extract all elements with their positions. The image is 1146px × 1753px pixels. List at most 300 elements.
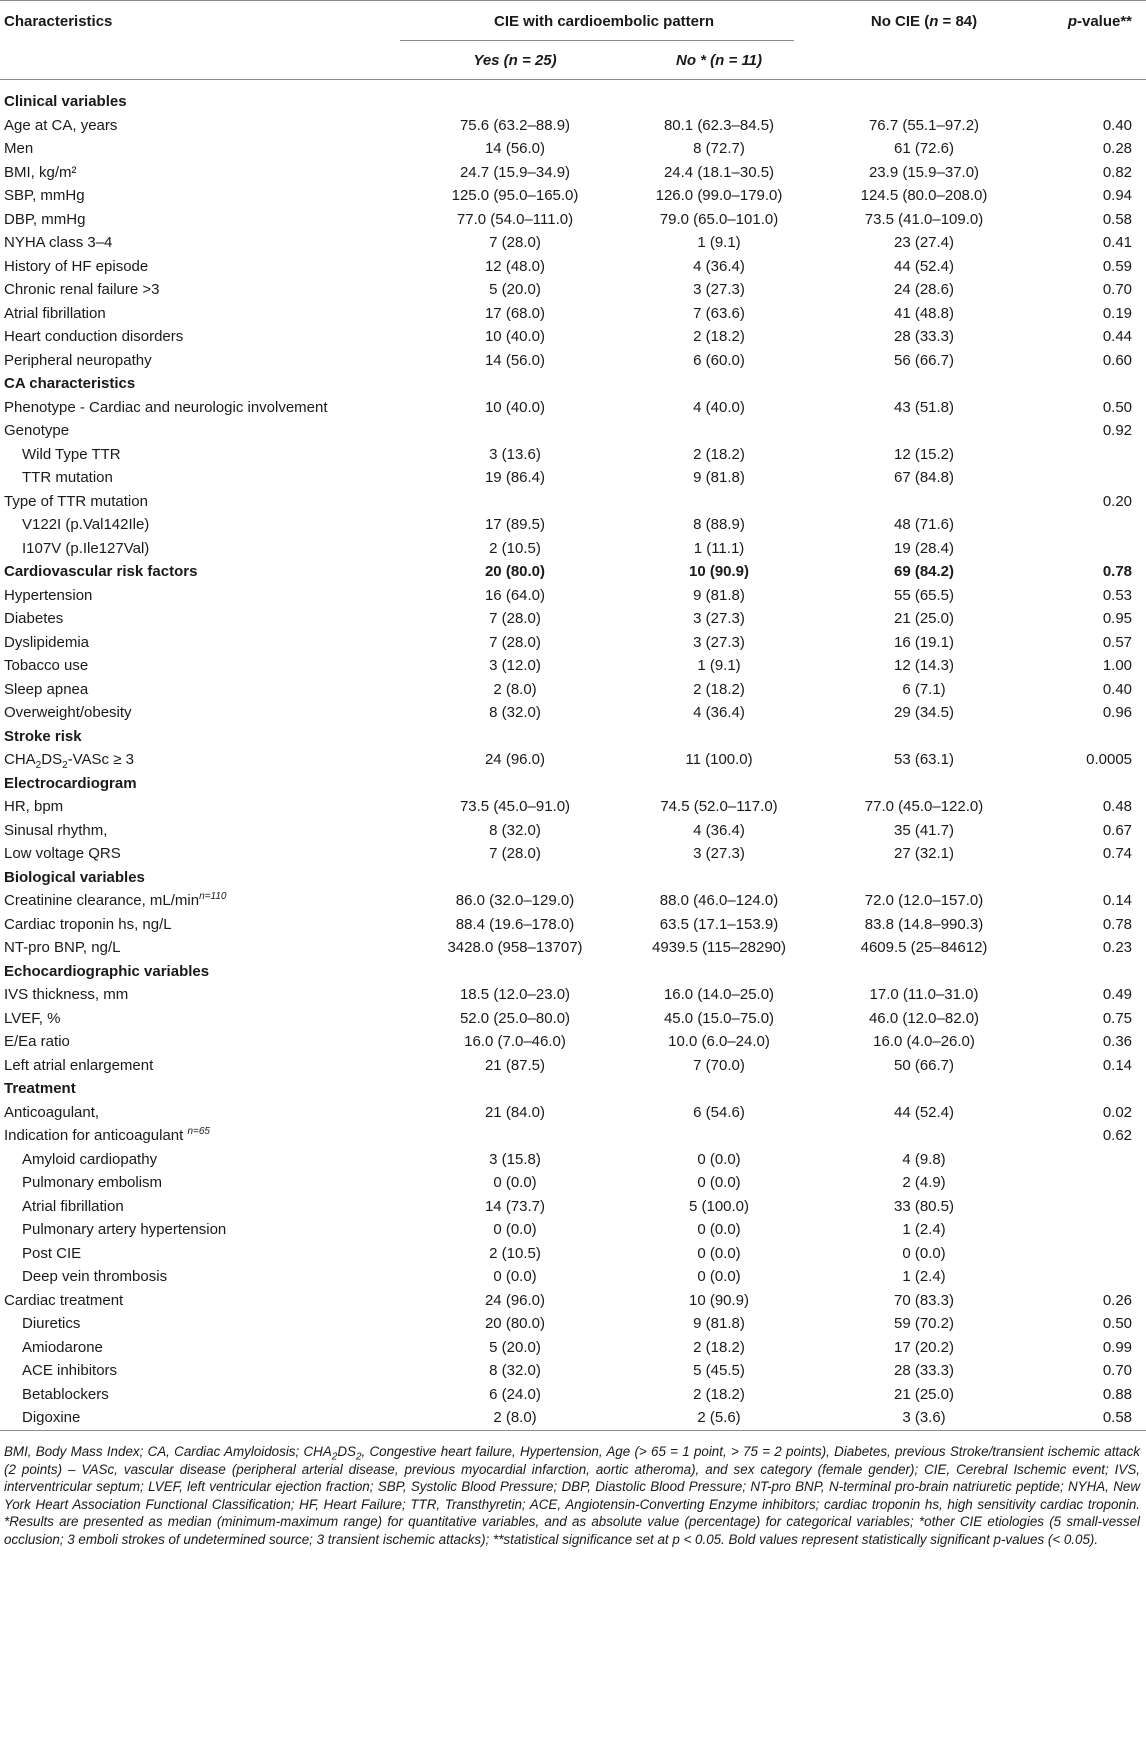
yes-value: 86.0 (32.0–129.0) [455,892,575,910]
label-text: Cardiovascular risk factors [4,563,198,581]
label-text: LVEF, % [4,1009,61,1027]
p-value: 0.74 [1102,845,1133,863]
p-value: 0.50 [1102,1315,1133,1333]
table-row [0,1007,1146,1031]
no-cie-value: 24 (28.6) [893,281,955,299]
table-row [0,1336,1146,1360]
section-label [0,960,400,984]
table-row [0,466,1146,490]
col-header-cie-group: CIE with cardioembolic pattern [400,1,808,42]
label-text: NYHA class 3–4 [4,234,113,252]
yes-tail: = 25) [517,51,557,69]
header-row-1 [0,1,1146,42]
label-text: NT-pro BNP, ng/L [4,939,121,957]
yes-value: 73.5 (45.0–91.0) [459,798,571,816]
p-value: 0.58 [1040,1406,1146,1430]
no-tail: = 11) [724,51,763,69]
no-cie-value [808,725,1040,749]
no-cie-value: 3 (3.6) [808,1406,1040,1430]
no-cie-value: 124.5 (80.0–208.0) [860,187,988,205]
row-label [0,795,400,819]
label-text: Genotype [4,422,70,440]
no-value: 1 (9.1) [697,234,741,252]
no-cie-value: 41 (48.8) [893,304,955,322]
p-value: 0.70 [1102,1362,1133,1380]
yes-value: 3 (12.0) [489,657,541,675]
no-cie-value: 50 (66.7) [893,1056,955,1074]
row-label [0,137,400,161]
no-cie-value: 77.0 (45.0–122.0) [864,798,984,816]
section-label [0,90,400,114]
yes-value: 7 (28.0) [489,234,541,252]
yes-value: 21 (87.5) [484,1056,546,1074]
yes-n: n [508,51,518,69]
section-label [0,725,400,749]
label-text: Tobacco use [4,657,89,675]
p-value [1040,513,1146,537]
yes-value [400,960,630,984]
no-value: 3 (27.3) [693,610,745,628]
no-cie-value: 19 (28.4) [893,539,955,557]
yes-value: 6 (24.0) [489,1385,541,1403]
no-cie-value [808,1124,1040,1148]
table-body [0,80,1146,1431]
no-value: 5 (45.5) [693,1362,745,1380]
no-value: 80.1 (62.3–84.5) [663,116,775,134]
yes-value: 77.0 (54.0–111.0) [456,210,574,228]
p-value: 0.75 [1102,1009,1133,1027]
no-value: 4 (36.4) [693,704,745,722]
yes-value [400,1124,630,1148]
table-row [0,748,1146,772]
row-label [0,1242,400,1266]
table-row [0,231,1146,255]
pvalue-tail: -value** [1076,12,1133,30]
no-cie-value: 53 (63.1) [893,751,955,769]
p-value [1040,466,1146,490]
label-text: Anticoagulant, [4,1103,100,1121]
yes-value: 7 (28.0) [489,633,541,651]
row-label [0,748,400,772]
row-label [0,325,400,349]
table-row [0,983,1146,1007]
label-text: Biological variables [4,868,145,886]
no-value: 7 (70.0) [693,1056,745,1074]
section-row [0,960,1146,984]
no-value: 4 (40.0) [693,398,745,416]
p-value: 0.41 [1102,234,1133,252]
p-value: 0.50 [1102,398,1133,416]
table-row [0,208,1146,232]
no-value: 24.4 (18.1–30.5) [663,163,775,181]
no-cie-value: 56 (66.7) [893,351,955,369]
table-row [0,889,1146,913]
label-superscript: n=110 [199,891,227,903]
p-value: 0.26 [1102,1291,1133,1309]
no-value: 10.0 (6.0–24.0) [668,1033,770,1051]
no-cie-value: 27 (32.1) [893,845,955,863]
yes-value: 5 (20.0) [489,281,541,299]
row-label [0,913,400,937]
table-row [0,1195,1146,1219]
no-value: 4939.5 (115–28290) [652,939,787,957]
yes-value: 24 (96.0) [484,1291,546,1309]
no-cie-label: No CIE ( [870,12,930,30]
p-value [1040,1265,1146,1289]
row-label [0,349,400,373]
no-cie-value: 48 (71.6) [893,516,955,534]
label-text: Wild Type TTR [22,445,121,463]
label-text: Atrial fibrillation [4,304,106,322]
row-label [0,443,400,467]
no-value: 9 (81.8) [693,1315,745,1333]
table-row [0,396,1146,420]
yes-label: Yes ( [473,51,509,69]
label-text: Pulmonary artery hypertension [22,1221,227,1239]
p-value [1040,443,1146,467]
p-value: 0.92 [1102,422,1133,440]
yes-value: 14 (56.0) [484,351,546,369]
p-value: 0.28 [1102,140,1133,158]
yes-value: 3428.0 (958–13707) [447,939,583,957]
section-label [0,866,400,890]
no-value: 10 (90.9) [688,1291,750,1309]
row-label [0,1218,400,1242]
p-value: 0.49 [1102,986,1133,1004]
row-label [0,889,400,913]
label-text: Overweight/obesity [4,704,132,722]
no-value [630,960,808,984]
yes-value: 10 (40.0) [484,328,546,346]
no-cie-value: 46.0 (12.0–82.0) [868,1009,980,1027]
row-label [0,983,400,1007]
no-value: 4 (36.4) [693,257,745,275]
row-label [0,255,400,279]
table-row [0,1148,1146,1172]
yes-value: 7 (28.0) [489,845,541,863]
row-label [0,1124,400,1148]
no-value: 2 (18.2) [693,680,745,698]
col-header-characteristics: Characteristics [0,1,400,42]
row-label [0,1030,400,1054]
row-label [0,819,400,843]
row-label [0,419,400,443]
no-value: 1 (11.1) [693,539,745,557]
yes-value [400,419,630,443]
yes-value: 20 (80.0) [484,563,546,581]
no-cie-value: 44 (52.4) [893,1103,955,1121]
yes-value: 52.0 (25.0–80.0) [459,1009,571,1027]
section-row [0,372,1146,396]
table-row [0,1312,1146,1336]
table-row [0,1265,1146,1289]
p-value: 0.14 [1102,1056,1133,1074]
no-cie-value: 23 (27.4) [893,234,955,252]
table-row [0,842,1146,866]
label-text: ACE inhibitors [22,1362,118,1380]
p-value: 0.67 [1102,821,1133,839]
p-value: 0.48 [1102,798,1133,816]
row-label [0,537,400,561]
no-cie-value: 23.9 (15.9–37.0) [868,163,980,181]
yes-value: 2 (8.0) [493,680,537,698]
yes-value: 125.0 (95.0–165.0) [451,187,579,205]
yes-value: 2 (10.5) [489,539,541,557]
no-value: 0 (0.0) [697,1174,741,1192]
section-label [0,560,400,584]
p-value [1040,1077,1146,1101]
label-text: BMI, kg/m² [4,163,77,181]
no-n: n [715,51,725,69]
label-text: Digoxine [22,1409,81,1427]
pvalue-p: p [1067,12,1077,30]
table-row [0,819,1146,843]
p-value: 1.00 [1102,657,1133,675]
row-label [0,1289,400,1313]
no-value: 0 (0.0) [697,1244,741,1262]
label-text: TTR mutation [22,469,113,487]
p-value: 0.95 [1102,610,1133,628]
col-header-no-cie [808,1,1040,42]
no-cie-value: 1 (2.4) [902,1268,946,1286]
row-label [0,1195,400,1219]
label-text: DBP, mmHg [4,210,86,228]
no-cie-value: 12 (14.3) [893,657,955,675]
yes-value: 7 (28.0) [489,610,541,628]
row-label [0,396,400,420]
no-value: 63.5 (17.1–153.9) [659,915,779,933]
label-text: E/Ea ratio [4,1033,70,1051]
row-label [0,278,400,302]
no-value: 5 (100.0) [688,1197,750,1215]
no-value: 79.0 (65.0–101.0) [659,210,779,228]
label-text: Left atrial enlargement [4,1056,154,1074]
section-label [0,1077,400,1101]
no-value: 6 (60.0) [693,351,745,369]
no-cie-value: 61 (72.6) [893,140,955,158]
no-value: 4 (36.4) [693,821,745,839]
yes-value: 88.4 (19.6–178.0) [455,915,575,933]
yes-value: 10 (40.0) [484,398,546,416]
no-value: 3 (27.3) [693,281,745,299]
no-cie-value [808,372,1040,396]
row-label [0,1054,400,1078]
p-value: 0.99 [1102,1338,1133,1356]
label-text: Pulmonary embolism [22,1174,163,1192]
label-text: Diabetes [4,610,64,628]
no-value: 10 (90.9) [688,563,750,581]
label-superscript: n=65 [187,1126,210,1138]
yes-value: 2 (10.5) [489,1244,541,1262]
no-value: 9 (81.8) [693,586,745,604]
yes-value [400,725,630,749]
no-value: 2 (5.6) [630,1406,808,1430]
section-label [0,372,400,396]
no-value [630,372,808,396]
p-value [1040,1218,1146,1242]
label-text: Type of TTR mutation [4,492,148,510]
table-row [0,302,1146,326]
row-label [0,1265,400,1289]
row-label [0,936,400,960]
no-value: 2 (18.2) [693,1385,745,1403]
label-text: SBP, mmHg [4,187,85,205]
no-value: 7 (63.6) [693,304,745,322]
label-text: Treatment [4,1080,76,1098]
table-row [0,1289,1146,1313]
no-cie-value: 4609.5 (25–84612) [860,939,988,957]
row-label [0,161,400,185]
yes-value: 21 (84.0) [484,1103,546,1121]
no-value: 8 (72.7) [693,140,745,158]
no-cie-value: 28 (33.3) [893,328,955,346]
label-text: Echocardiographic variables [4,962,210,980]
p-value [1040,537,1146,561]
p-value: 0.19 [1102,304,1133,322]
row-label [0,1007,400,1031]
label-text: Deep vein thrombosis [22,1268,168,1286]
label-text: Low voltage QRS [4,845,121,863]
p-value: 0.57 [1102,633,1133,651]
table-row [0,795,1146,819]
yes-value: 0 (0.0) [493,1174,537,1192]
header-row-2 [0,41,1146,80]
no-cie-value: 43 (51.8) [893,398,955,416]
no-cie-value: 29 (34.5) [893,704,955,722]
row-label [0,466,400,490]
table-row [0,443,1146,467]
table-row [0,537,1146,561]
yes-value: 75.6 (63.2–88.9) [459,116,571,134]
label-text: Post CIE [22,1244,82,1262]
label-text: Indication for anticoagulant [4,1127,188,1145]
table-row [0,584,1146,608]
row-label [0,631,400,655]
table-row [0,1218,1146,1242]
row-label [0,701,400,725]
p-value: 0.40 [1102,116,1133,134]
no-value [630,490,808,514]
p-value: 0.40 [1102,680,1133,698]
no-value [630,419,808,443]
p-value [1040,1195,1146,1219]
no-cie-tail: = 84) [938,12,978,30]
no-value: 126.0 (99.0–179.0) [655,187,783,205]
table-row [0,137,1146,161]
no-cie-value: 55 (65.5) [893,586,955,604]
row-label [0,584,400,608]
table-row [0,1359,1146,1383]
row-label [0,842,400,866]
p-value: 0.53 [1102,586,1133,604]
table-row [0,1406,1146,1430]
table-row [0,255,1146,279]
p-value [1040,372,1146,396]
no-cie-value: 83.8 (14.8–990.3) [864,915,984,933]
no-cie-value: 73.5 (41.0–109.0) [864,210,984,228]
label-text: Atrial fibrillation [22,1197,124,1215]
label-text: Creatinine clearance, mL/min [4,892,200,910]
row-label [0,607,400,631]
table-row [0,1101,1146,1125]
spacer-row [0,80,1146,91]
no-cie-value [808,960,1040,984]
no-value: 3 (27.3) [693,845,745,863]
yes-value: 3 (15.8) [489,1150,541,1168]
no-cie-value: 12 (15.2) [893,445,955,463]
no-value: 0 (0.0) [697,1150,741,1168]
p-value [1040,772,1146,796]
no-value [630,90,808,114]
p-value: 0.94 [1102,187,1133,205]
yes-value: 8 (32.0) [489,704,541,722]
yes-value: 24 (96.0) [484,751,546,769]
p-value: 0.78 [1102,915,1133,933]
row-label [0,231,400,255]
p-value: 0.62 [1102,1127,1133,1145]
yes-value: 24.7 (15.9–34.9) [459,163,571,181]
yes-value [400,866,630,890]
footnote-sub: 2 [355,1451,362,1463]
no-cie-value: 21 (25.0) [893,610,955,628]
yes-value: 0 (0.0) [493,1221,537,1239]
section-row [0,1077,1146,1101]
p-value: 0.96 [1102,704,1133,722]
label-text: Hypertension [4,586,93,604]
row-label [0,1383,400,1407]
table-footnote [4,1443,1140,1549]
label-text: Stroke risk [4,727,82,745]
row-label [0,1101,400,1125]
p-value: 0.60 [1102,351,1133,369]
p-value: 0.02 [1102,1103,1133,1121]
footnote-part: DS [337,1444,356,1459]
p-value [1040,1171,1146,1195]
label-text: Chronic renal failure >3 [4,281,160,299]
section-label [0,772,400,796]
no-value: 88.0 (46.0–124.0) [659,892,779,910]
p-value: 0.23 [1102,939,1133,957]
yes-value: 17 (68.0) [484,304,546,322]
p-value: 0.0005 [1086,751,1133,769]
footnote-sub: 2 [331,1451,338,1463]
label-text: Peripheral neuropathy [4,351,152,369]
yes-value: 14 (73.7) [484,1197,546,1215]
label-text: Sinusal rhythm, [4,821,108,839]
col-header-pvalue [1040,1,1146,42]
no-value [630,725,808,749]
yes-value: 5 (20.0) [489,1338,541,1356]
yes-value: 17 (89.5) [484,516,546,534]
no-cie-value: 6 (7.1) [902,680,946,698]
section-row [0,772,1146,796]
no-cie-value: 70 (83.3) [893,1291,955,1309]
no-value [630,1124,808,1148]
table-row [0,278,1146,302]
no-cie-value: 69 (84.2) [893,563,955,581]
no-cie-value: 72.0 (12.0–157.0) [864,892,984,910]
table-row [0,325,1146,349]
row-label [0,490,400,514]
row-label [0,1312,400,1336]
table-row [0,349,1146,373]
yes-value: 16 (64.0) [484,586,546,604]
p-value [1040,1242,1146,1266]
col-header-yes [400,41,630,80]
label-text: HR, bpm [4,798,64,816]
row-label [0,302,400,326]
p-value [1040,960,1146,984]
